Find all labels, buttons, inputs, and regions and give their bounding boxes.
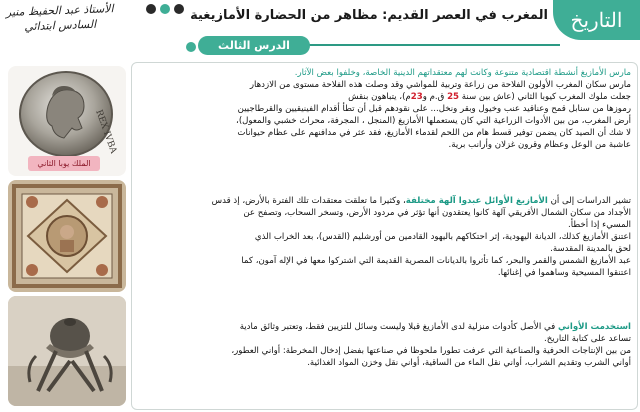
decor-dot <box>174 4 184 14</box>
subject-label: التاريخ <box>570 8 623 32</box>
section-lead: مارس الأمازيغ أنشطة اقتصادية متنوعة وكانت لهم معتقداتهم الدينية الخاصة، وخلفوا بعض الآثار. <box>294 68 631 78</box>
paragraph-line: أواني الشرب وتقديم الشراب، أواني نقل الماء من الساقية، أواني نقل وخزن المواد الغذائية. <box>307 358 631 368</box>
paragraph-line: لحق بالمدينة المقدسة. <box>550 244 631 254</box>
teacher-signature <box>6 2 115 35</box>
paragraph-line: عاشبة من الوعل وعظام وقرون غزلان وأرانب برية. <box>448 140 631 150</box>
paragraph-line: عبد الأمازيغ الشمس والقمر والبحر، كما تأثروا بالديانات المصرية القديمة التي اشتركوا معها في الإله آمون، كما <box>241 256 631 266</box>
highlight-text: استخدمت الأواني <box>557 322 631 332</box>
paragraph-line: مارس سكان المغرب الأولون الفلاحة من زراعة وتربية للمواشي وقد وصلت هذه الفلاحة مستوى من الازدهار <box>249 80 631 90</box>
paragraph-line: لا شك أن الصيد كان يضمن توفير قسط هام من اللحم لقدماء الأمازيغ، فقد عثر في مدافنهم على عظام حيوانات <box>237 128 631 138</box>
decor-dot <box>186 42 196 52</box>
paragraph-line: أرض المغرب، من بين الأدوات الزراعية التي كان يستعملها الأمازيغ (المنجل ، المجرفة، محراث خشبي والمعول)، <box>236 116 631 126</box>
page-title: المغرب في العصر القديم: مظاهر من الحضارة الأمازيغية <box>190 8 548 23</box>
paragraph-line: تشير الدراسات إلى أن الأمازيغ الأوائل عبدوا آلهة مختلفة، وكثيرا ما تعلقت معتقدات تلك الفترة بالأرض، إذ قدس <box>211 196 631 206</box>
paragraph-line: من بين الإنتاجات الحرفية والصناعية التي عرفت تطورا ملحوظا في صناعتها بفضل إدخال المخرطة: أواني العطور، <box>231 346 631 356</box>
mosaic-image <box>8 180 126 292</box>
paragraph-line: تساعد على كتابة التاريخ. <box>544 334 631 344</box>
paragraph-line: جعلت ملوك المغرب كيوبا الثاني (عاش بين سنة 25 ق.م و23م)، يتباهون بنقش <box>348 92 631 102</box>
teacher-name: الأستاذ عبد الحفيظ منير <box>5 2 114 19</box>
subject-badge <box>553 0 640 40</box>
year-value: 25 <box>447 92 460 102</box>
pottery-illustration <box>8 296 126 406</box>
section-pottery <box>139 321 631 369</box>
paragraph-line: اعتنقوا المسيحية وساهموا في إغنائها. <box>497 268 631 278</box>
section-economy <box>139 67 631 151</box>
mosaic-illustration <box>8 180 126 292</box>
paragraph-line: المسيء إذا أخطأ. <box>567 220 631 230</box>
section-beliefs <box>139 195 631 279</box>
highlight-text: الأمازيغ الأوائل عبدوا آلهة مختلفة <box>405 196 548 206</box>
lesson-content <box>131 62 638 410</box>
paragraph-line: استخدمت الأواني في الأصل كأدوات منزلية لدى الأمازيغ قبلا وليست وسائل للتزيين فقط، وتعتبر وثائق مادية <box>239 322 631 332</box>
pottery-image <box>8 296 126 406</box>
decor-dot <box>146 4 156 14</box>
coin-inscription: REX IVBA <box>93 108 119 156</box>
decor-dot <box>160 4 170 14</box>
coin-caption: الملك يوبا الثاني <box>28 156 100 171</box>
paragraph-line: رموزها من سنابل قمح وعناقيد عنب وخيول وبقر ونخل... على نقودهم قبل أن تطأ أقدام الفينيقيين والقرطاجيين <box>237 104 631 114</box>
paragraph-line: اعتنق الأمازيغ كذلك، الديانة اليهودية، إثر احتكاكهم باليهود القادمين من أورشليم (القدس)، بعد الخراب الذي <box>254 232 631 242</box>
year-value: 23 <box>410 92 423 102</box>
teacher-grade: السادس ابتدائي <box>24 17 97 34</box>
paragraph-line: الأجداد من سكان الشمال الأفريقي آلهة كانوا يعتقدون أنها تؤثر في مردود الأرض، وتسخر السحاب، وتصفح عن <box>243 208 631 218</box>
lesson-label: الدرس الثالث <box>198 36 310 55</box>
